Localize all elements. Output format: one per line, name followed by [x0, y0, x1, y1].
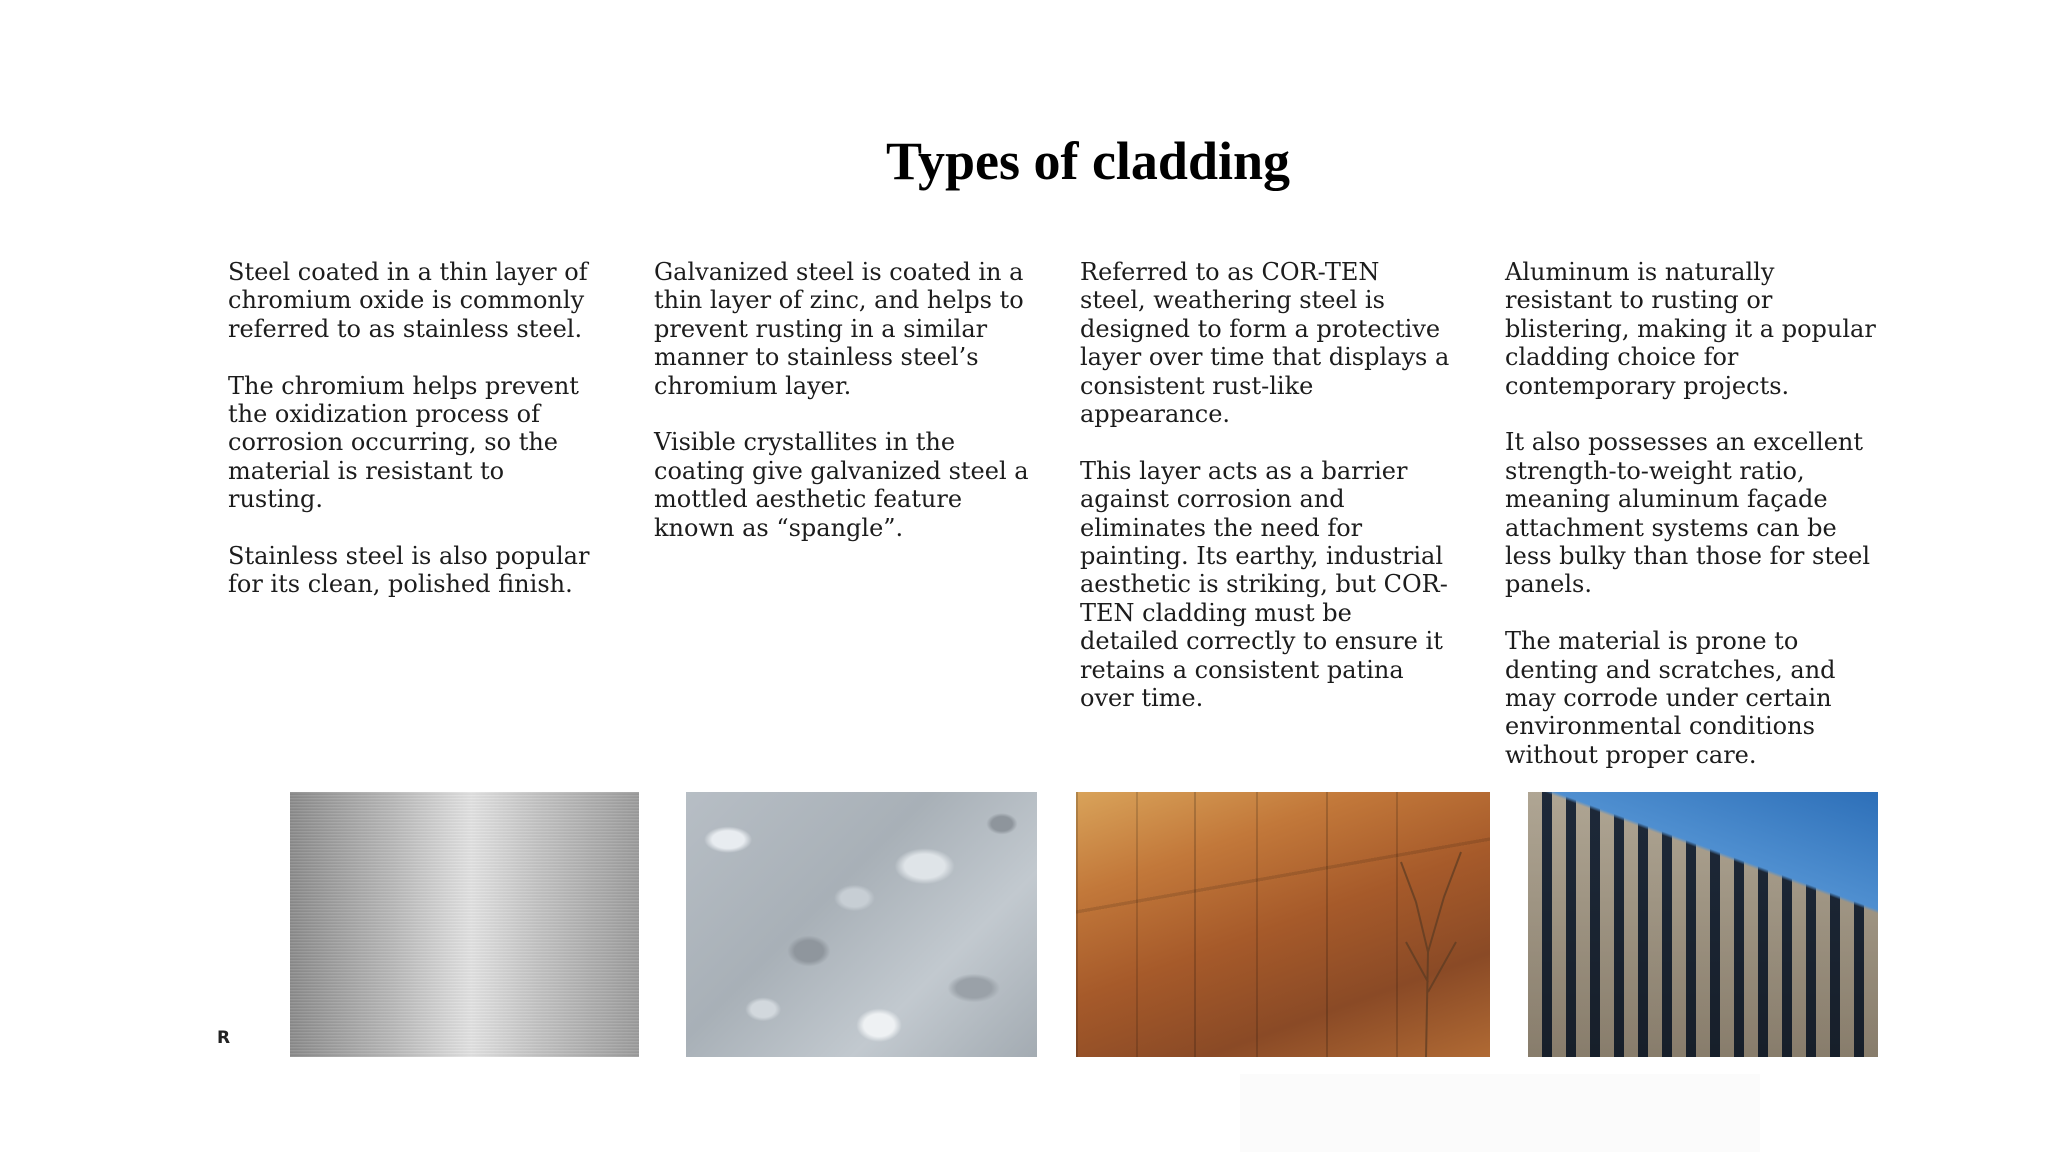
stainless-steel-description [228, 258, 633, 627]
aluminum-building-image [1528, 792, 1878, 1057]
stainless-paragraph-1: Steel coated in a thin layer of chromium oxide is commonly referred to as stainless steel. [228, 258, 588, 343]
tree-silhouette-icon [1076, 792, 1490, 1057]
aluminum-paragraph-1: Aluminum is naturally resistant to rusting or blistering, making it a popular cladding choice for contemporary projects. [1505, 258, 1876, 400]
galvanized-steel-description [654, 258, 1059, 570]
aluminum-paragraph-3: The material is prone to denting and scratches, and may corrode under certain environmental conditions without proper care. [1505, 627, 1836, 769]
corten-paragraph-1: Referred to as COR-TEN steel, weathering steel is designed to form a protective layer over time that displays a consistent rust-like appearance. [1080, 258, 1450, 429]
footer-strip [1240, 1074, 1760, 1152]
stainless-paragraph-2: The chromium helps prevent the oxidization process of corrosion occurring, so the material is resistant to rusting. [228, 371, 579, 514]
galvanized-paragraph-1: Galvanized steel is coated in a thin layer of zinc, and helps to prevent rusting in a similar manner to stainless steel’s chromium layer. [654, 258, 1024, 400]
corner-logo-mark: R [217, 1028, 231, 1048]
galvanized-steel-image [686, 792, 1037, 1057]
aluminum-description [1505, 258, 1910, 798]
corten-facade-image [1076, 792, 1490, 1057]
galvanized-paragraph-2: Visible crystallites in the coating give galvanized steel a mottled aesthetic feature known as “spangle”. [654, 428, 1029, 542]
stainless-paragraph-3: Stainless steel is also popular for its clean, polished finish. [228, 542, 590, 599]
aluminum-paragraph-2: It also possesses an excellent strength-to-weight ratio, meaning aluminum façade attachment systems can be less bulky than those for steel panels. [1505, 428, 1871, 599]
corten-steel-description [1080, 258, 1485, 741]
corten-paragraph-2: This layer acts as a barrier against corrosion and eliminates the need for painting. Its earthy, industrial aesthetic is striking, but COR- TEN cladding must be detailed correctly to ensure it retains a consistent patina over time. [1080, 456, 1448, 713]
stainless-steel-image [290, 792, 639, 1057]
slide-title: Types of cladding [885, 131, 1291, 191]
